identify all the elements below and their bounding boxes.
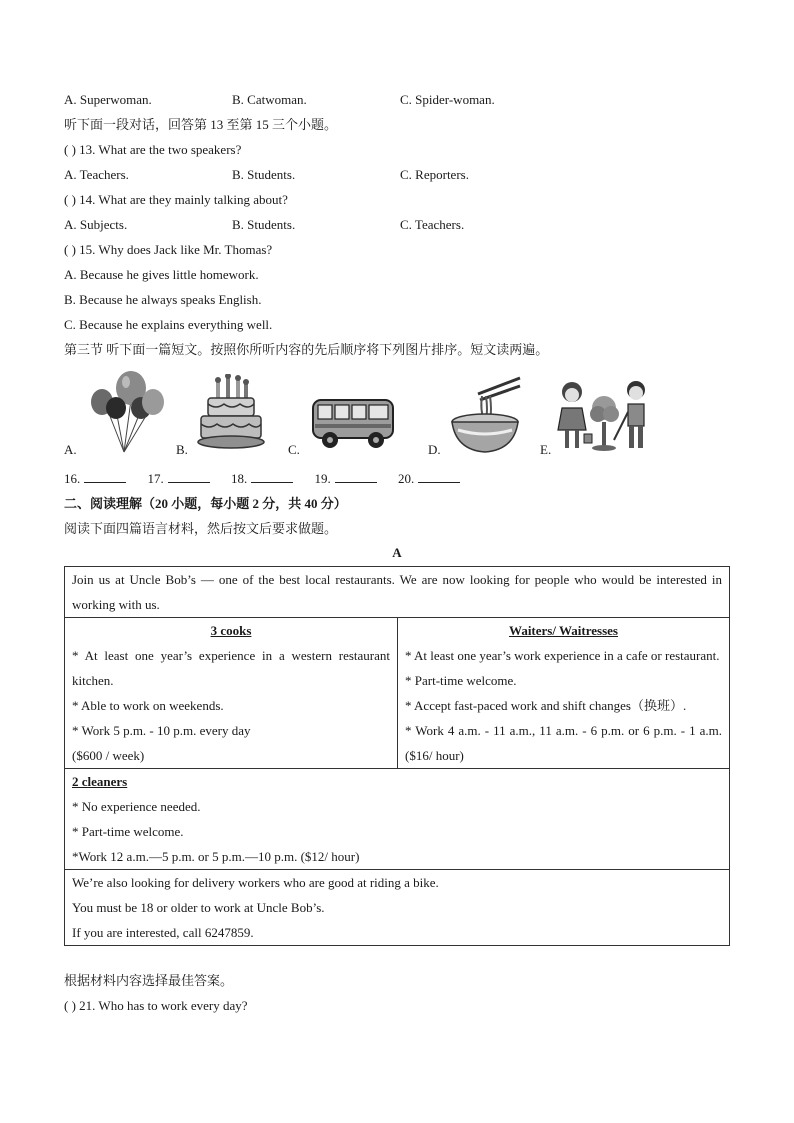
ad-intro: Join us at Uncle Bob’s — one of the best local restaurants. We are now looking for people who would be interested in working with us. — [72, 572, 722, 612]
blank-16[interactable]: 16. — [64, 470, 126, 487]
ad-footer-line: If you are interested, call 6247859. — [72, 925, 254, 940]
blank-19[interactable]: 19. — [315, 470, 377, 487]
section3-instruction: 第三节 听下面一篇短文。按照你所听内容的先后顺序将下列图片排序。短文读两遍。 — [64, 342, 549, 357]
q13-stem: ( ) 13. What are the two speakers? — [64, 142, 242, 157]
q14-option-b[interactable]: B. Students. — [232, 217, 296, 232]
q13-option-b[interactable]: B. Students. — [232, 167, 296, 182]
q15-option-b[interactable]: B. Because he always speaks English. — [64, 292, 262, 307]
q12-option-b[interactable]: B. Catwoman. — [232, 92, 307, 107]
balloons-icon — [86, 370, 166, 458]
picture-label-a: A. — [64, 442, 77, 457]
job-ad-table — [64, 566, 730, 946]
ad-jobs-row — [65, 617, 729, 768]
picture-label-b: B. — [176, 442, 188, 457]
q13-option-c[interactable]: C. Reporters. — [400, 167, 469, 182]
q14-stem: ( ) 14. What are they mainly talking about? — [64, 192, 288, 207]
answer-blanks — [64, 470, 478, 487]
choose-instruction: 根据材料内容选择最佳答案。 — [64, 973, 234, 988]
cleaners-line: * No experience needed. — [72, 799, 201, 814]
ad-footer-line: We’re also looking for delivery workers who are good at riding a bike. — [72, 875, 439, 890]
cleaners-title: 2 cleaners — [72, 774, 128, 789]
picture-label-c: C. — [288, 442, 300, 457]
ad-cleaners-row — [65, 768, 729, 869]
q14-option-a[interactable]: A. Subjects. — [64, 217, 128, 232]
part2-title: 二、阅读理解（20 小题，每小题 2 分，共 40 分） — [64, 496, 347, 511]
q12-option-a[interactable]: A. Superwoman. — [64, 92, 152, 107]
ad-footer-line: You must be 18 or older to work at Uncle Bob’s. — [72, 900, 325, 915]
cooks-line: * Work 5 p.m. - 10 p.m. every day — [72, 723, 251, 738]
waiters-line: * Part-time welcome. — [405, 673, 517, 688]
blank-18[interactable]: 18. — [231, 470, 293, 487]
part2-instruction: 阅读下面四篇语言材料，然后按文后要求做题。 — [64, 521, 338, 536]
cooks-line: * At least one year’s experience in a western restaurant kitchen. — [72, 648, 390, 688]
cooks-title: 3 cooks — [210, 623, 252, 638]
waiters-line: * Accept fast-paced work and shift changes（换班）. — [405, 698, 687, 713]
bus-icon — [310, 394, 396, 454]
waiters-line: * At least one year’s work experience in a cafe or restaurant. — [405, 648, 720, 663]
picture-label-e: E. — [540, 442, 552, 457]
q14-option-c[interactable]: C. Teachers. — [400, 217, 465, 232]
q15-stem: ( ) 15. Why does Jack like Mr. Thomas? — [64, 242, 273, 257]
blank-20[interactable]: 20. — [398, 470, 460, 487]
waiters-line: * Work 4 a.m. - 11 a.m., 11 a.m. - 6 p.m. or 6 p.m. - 1 a.m. ($16/ hour) — [405, 723, 722, 763]
passage-label: A — [392, 545, 402, 560]
noodles-bowl-icon — [448, 376, 522, 460]
q12-option-c[interactable]: C. Spider-woman. — [400, 92, 495, 107]
cleaners-line: *Work 12 a.m.—5 p.m. or 5 p.m.—10 p.m. ($12/ hour) — [72, 849, 360, 864]
listening-instruction: 听下面一段对话，回答第 13 至第 15 三个小题。 — [64, 117, 338, 132]
waiters-title: Waiters/ Waitresses — [509, 623, 618, 638]
blank-17[interactable]: 17. — [148, 470, 210, 487]
cooks-line: ($600 / week) — [72, 748, 145, 763]
picture-label-d: D. — [428, 442, 441, 457]
q15-option-c[interactable]: C. Because he explains everything well. — [64, 317, 273, 332]
q13-option-a[interactable]: A. Teachers. — [64, 167, 129, 182]
kids-planting-tree-icon — [556, 378, 652, 458]
cleaners-line: * Part-time welcome. — [72, 824, 184, 839]
q21-stem: ( ) 21. Who has to work every day? — [64, 998, 248, 1013]
cooks-line: * Able to work on weekends. — [72, 698, 224, 713]
q15-option-a[interactable]: A. Because he gives little homework. — [64, 267, 259, 282]
birthday-cake-icon — [196, 374, 266, 454]
ad-footer-row — [65, 869, 729, 945]
